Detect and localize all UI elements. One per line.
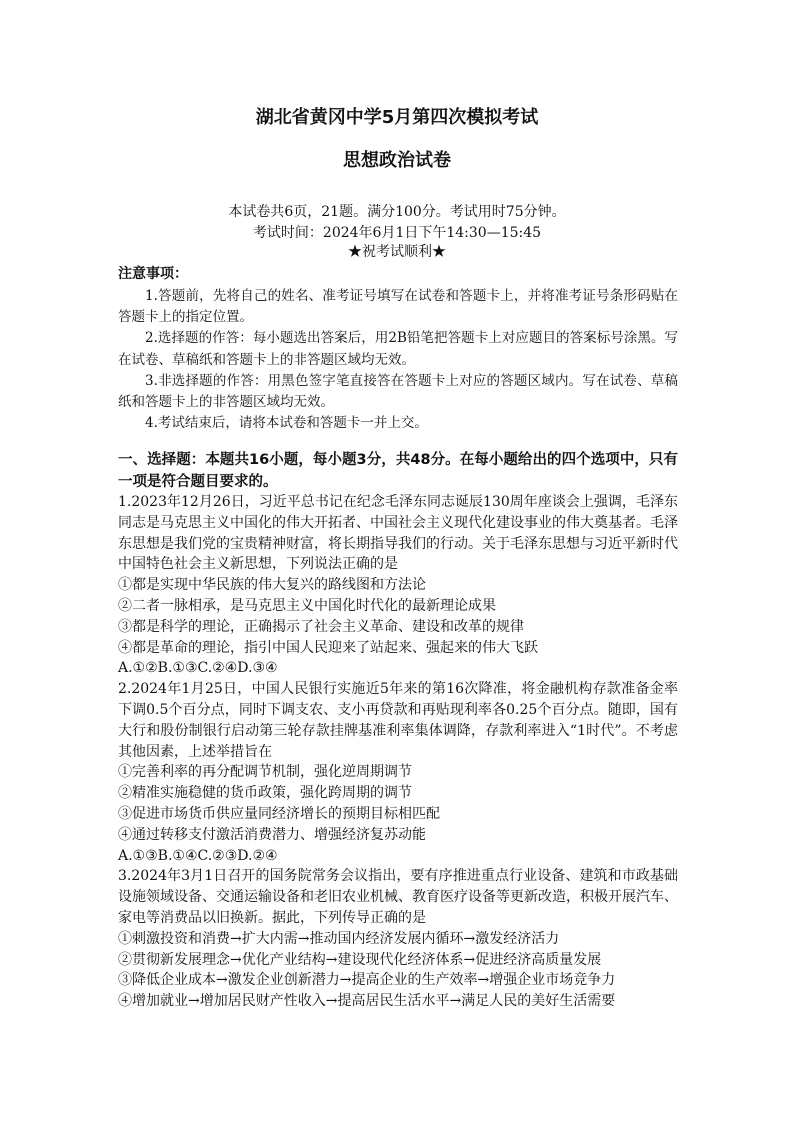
question-option: ③都是科学的理论，正确揭示了社会主义革命、建设和改革的规律 <box>118 618 524 635</box>
question-list <box>118 492 678 1012</box>
notice-item-3: 3.非选择题的作答：用黑色签字笔直接答在答题卡上对应的答题区域内。写在试卷、草稿纸和答题卡上的非答题区域均无效。 <box>118 372 678 411</box>
question-option: ①完善利率的再分配调节机制，强化逆周期调节 <box>118 764 412 781</box>
question-option: ②二者一脉相承，是马克思主义中国化时代化的最新理论成果 <box>118 597 496 614</box>
question-3 <box>118 866 678 1012</box>
question-answer-choices: A.①②B.①③C.②④D.③④ <box>118 660 278 677</box>
question-option: ④都是革命的理论，指引中国人民迎来了站起来、强起来的伟大飞跃 <box>118 639 538 656</box>
question-option: ④增加就业→增加居民财产性收入→提高居民生活水平→满足人民的美好生活需要 <box>118 993 616 1010</box>
exam-subtitle: 思想政治试卷 <box>343 150 451 171</box>
question-option: ②精准实施稳健的货币政策，强化跨周期的调节 <box>118 785 412 802</box>
notice-item-4: 4.考试结束后，请将本试卷和答题卡一并上交。 <box>145 415 428 432</box>
question-stem: 2.2024年1月25日，中国人民银行实施近5年来的第16次降准，将金融机构存款准备金率下调0.5个百分点，同时下调支农、支小再贷款和再贴现利率各0.25个百分点。随即，国有大行和股份制银行启动第三轮存款挂牌基准利率集体调降，存款利率进入“1时代”。不考虑其他因素，上述举措旨在 <box>118 681 678 760</box>
exam-info-line-1: 本试卷共6页，21题。满分100分。考试用时75分钟。 <box>228 204 566 220</box>
question-answer-choices: A.①③B.①④C.②③D.②④ <box>118 847 278 864</box>
question-option: ③促进市场货币供应量同经济增长的预期目标相匹配 <box>118 805 440 822</box>
question-2 <box>118 679 678 866</box>
exam-info-line-2: 考试时间：2024年6月1日下午14:30—15:45 <box>252 225 542 241</box>
exam-wish: ★祝考试顺利★ <box>348 244 446 260</box>
question-option: ①都是实现中华民族的伟大复兴的路线图和方法论 <box>118 577 426 594</box>
question-option: ①刺激投资和消费→扩大内需→推动国内经济发展内循环→激发经济活力 <box>118 930 560 947</box>
question-stem: 3.2024年3月1日召开的国务院常务会议指出，要有序推进重点行业设备、建筑和市政基础设施领域设备、交通运输设备和老旧农业机械、教育医疗设备等更新改造，积极开展汽车、家电等消费品以旧换新。据此，下列传导正确的是 <box>118 868 678 926</box>
question-option: ②贯彻新发展理念→优化产业结构→建设现代化经济体系→促进经济高质量发展 <box>118 951 602 968</box>
section-heading: 一、选择题：本题共16小题，每小题3分，共48分。在每小题给出的四个选项中，只有一项是符合题目要求的。 <box>118 452 678 490</box>
question-option: ③降低企业成本→激发企业创新潜力→提高企业的生产效率→增强企业市场竞争力 <box>118 972 616 989</box>
notice-heading: 注意事项： <box>118 266 188 282</box>
exam-title: 湖北省黄冈中学5月第四次模拟考试 <box>255 107 539 128</box>
notice-list <box>118 286 678 434</box>
question-1 <box>118 492 678 679</box>
notice-item-2: 2.选择题的作答：每小题选出答案后，用2B铅笔把答题卡上对应题目的答案标号涂黑。写在试卷、草稿纸和答题卡上的非答题区域均无效。 <box>118 330 678 368</box>
notice-item-1: 1.答题前，先将自己的姓名、准考证号填写在试卷和答题卡上，并将准考证号条形码贴在答题卡上的指定位置。 <box>118 288 678 326</box>
question-stem: 1.2023年12月26日，习近平总书记在纪念毛泽东同志诞辰130周年座谈会上强调，毛泽东同志是马克思主义中国化的伟大开拓者、中国社会主义现代化建设事业的伟大奠基者。毛泽东思想是我们党的宝贵精神财富，将长期指导我们的行动。关于毛泽东思想与习近平新时代中国特色社会主义新思想，下列说法正确的是 <box>118 494 678 573</box>
question-option: ④通过转移支付激活消费潜力、增强经济复苏动能 <box>118 826 426 843</box>
